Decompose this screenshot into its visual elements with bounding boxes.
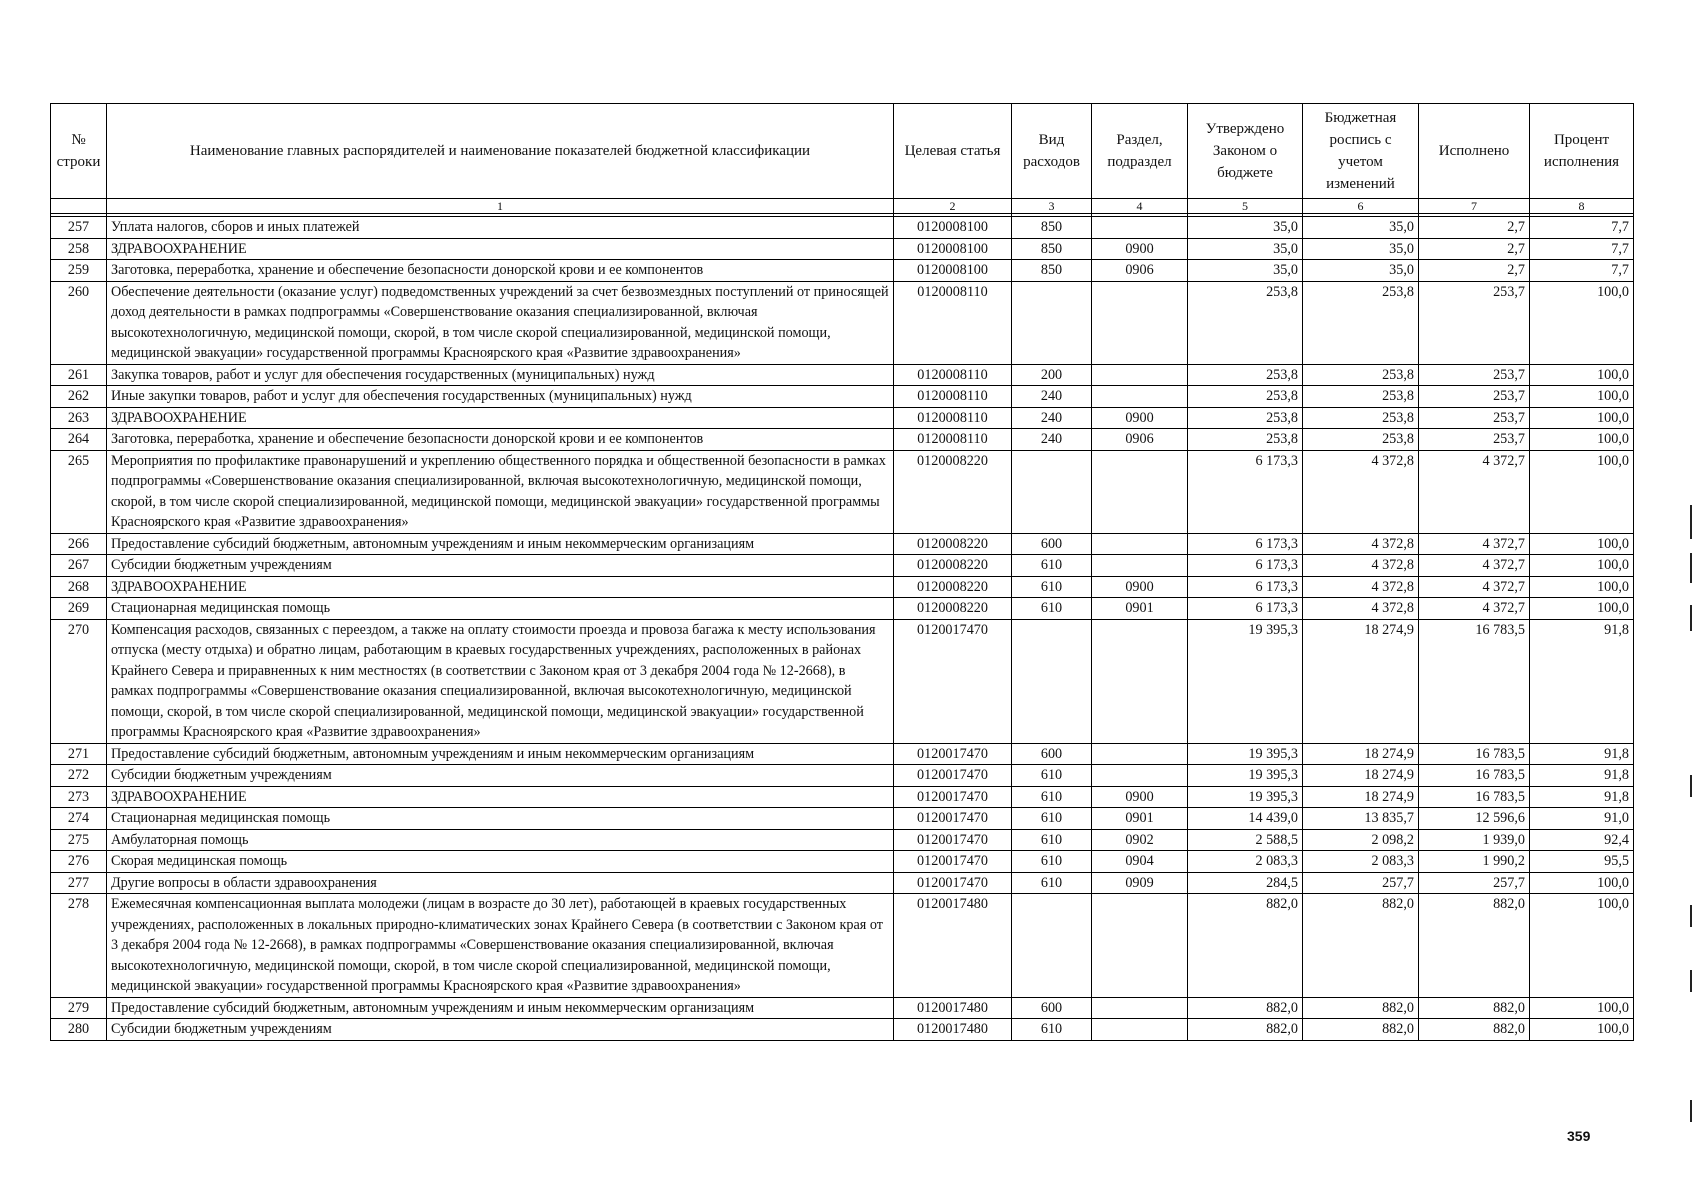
expense-type bbox=[1012, 619, 1092, 743]
table-row bbox=[51, 997, 1634, 1019]
table-row bbox=[51, 281, 1634, 364]
execution-percent: 100,0 bbox=[1530, 894, 1634, 998]
expense-type: 610 bbox=[1012, 786, 1092, 808]
executed-amount: 257,7 bbox=[1419, 872, 1530, 894]
budget-schedule-amount: 18 274,9 bbox=[1303, 743, 1419, 765]
execution-percent: 91,8 bbox=[1530, 786, 1634, 808]
row-number: 257 bbox=[51, 217, 107, 239]
expense-type bbox=[1012, 450, 1092, 533]
section-code: 0900 bbox=[1092, 238, 1188, 260]
executed-amount: 253,7 bbox=[1419, 364, 1530, 386]
section-code: 0909 bbox=[1092, 872, 1188, 894]
header-expense-type: Вид расходов bbox=[1012, 104, 1092, 199]
row-name: ЗДРАВООХРАНЕНИЕ bbox=[107, 407, 894, 429]
section-code bbox=[1092, 894, 1188, 998]
target-article: 0120017470 bbox=[894, 765, 1012, 787]
target-article: 0120008100 bbox=[894, 260, 1012, 282]
executed-amount: 253,7 bbox=[1419, 281, 1530, 364]
target-article: 0120008110 bbox=[894, 429, 1012, 451]
expense-type: 610 bbox=[1012, 555, 1092, 577]
row-number: 265 bbox=[51, 450, 107, 533]
header-section: Раздел, подраздел bbox=[1092, 104, 1188, 199]
execution-percent: 91,8 bbox=[1530, 765, 1634, 787]
row-number: 269 bbox=[51, 598, 107, 620]
row-name: Заготовка, переработка, хранение и обеспечение безопасности донорской крови и ее компонентов bbox=[107, 429, 894, 451]
expense-type: 850 bbox=[1012, 238, 1092, 260]
executed-amount: 16 783,5 bbox=[1419, 786, 1530, 808]
scan-edge-mark bbox=[1690, 775, 1692, 797]
expense-type: 850 bbox=[1012, 217, 1092, 239]
expense-type bbox=[1012, 894, 1092, 998]
table-row bbox=[51, 808, 1634, 830]
budget-schedule-amount: 4 372,8 bbox=[1303, 533, 1419, 555]
row-number: 270 bbox=[51, 619, 107, 743]
target-article: 0120008110 bbox=[894, 364, 1012, 386]
row-name: Обеспечение деятельности (оказание услуг) подведомственных учреждений за счет безвозмездных поступлений от приносящей доход деятельности в рамках подпрограммы «Совершенствование оказания специализированной, включая высокотехнологичную, медицинской помощи, скорой, в том числе скорой специализированной, медицинской помощи, медицинской эвакуации» государственной программы Красноярского края «Развитие здравоохранения» bbox=[107, 281, 894, 364]
row-number: 277 bbox=[51, 872, 107, 894]
expense-type: 200 bbox=[1012, 364, 1092, 386]
column-number: 7 bbox=[1419, 199, 1530, 214]
execution-percent: 100,0 bbox=[1530, 429, 1634, 451]
approved-amount: 882,0 bbox=[1188, 997, 1303, 1019]
header-row-number: № строки bbox=[51, 104, 107, 199]
execution-percent: 7,7 bbox=[1530, 217, 1634, 239]
column-number: 4 bbox=[1092, 199, 1188, 214]
approved-amount: 6 173,3 bbox=[1188, 533, 1303, 555]
budget-schedule-amount: 253,8 bbox=[1303, 364, 1419, 386]
row-name: ЗДРАВООХРАНЕНИЕ bbox=[107, 786, 894, 808]
row-number: 263 bbox=[51, 407, 107, 429]
execution-percent: 95,5 bbox=[1530, 851, 1634, 873]
section-code: 0900 bbox=[1092, 576, 1188, 598]
execution-percent: 92,4 bbox=[1530, 829, 1634, 851]
executed-amount: 2,7 bbox=[1419, 260, 1530, 282]
header-approved: Утверждено Законом о бюджете bbox=[1188, 104, 1303, 199]
budget-schedule-amount: 882,0 bbox=[1303, 894, 1419, 998]
executed-amount: 253,7 bbox=[1419, 407, 1530, 429]
target-article: 0120008220 bbox=[894, 450, 1012, 533]
table-row bbox=[51, 743, 1634, 765]
executed-amount: 2,7 bbox=[1419, 217, 1530, 239]
approved-amount: 19 395,3 bbox=[1188, 743, 1303, 765]
budget-schedule-amount: 253,8 bbox=[1303, 281, 1419, 364]
row-number: 278 bbox=[51, 894, 107, 998]
section-code bbox=[1092, 765, 1188, 787]
section-code bbox=[1092, 217, 1188, 239]
table-header-row bbox=[51, 104, 1634, 199]
budget-schedule-amount: 253,8 bbox=[1303, 429, 1419, 451]
expense-type: 610 bbox=[1012, 765, 1092, 787]
budget-schedule-amount: 35,0 bbox=[1303, 238, 1419, 260]
target-article: 0120008220 bbox=[894, 555, 1012, 577]
row-name: Компенсация расходов, связанных с переездом, а также на оплату стоимости проезда и провоза багажа к месту использования отпуска (месту отдыха) и обратно лицам, работающим в краевых государственных учреждениях, расположенных в районах Крайнего Севера и приравненных к ним местностях (в соответствии с Законом края от 3 декабря 2004 года № 12-2668), в рамках подпрограммы «Совершенствование оказания специализированной, включая высокотехнологичную, медицинской помощи, скорой, в том числе скорой специализированной, медицинской помощи, медицинской эвакуации» государственной программы Красноярского края «Развитие здравоохранения» bbox=[107, 619, 894, 743]
section-code bbox=[1092, 450, 1188, 533]
execution-percent: 100,0 bbox=[1530, 598, 1634, 620]
execution-percent: 100,0 bbox=[1530, 386, 1634, 408]
table-row bbox=[51, 407, 1634, 429]
execution-percent: 91,0 bbox=[1530, 808, 1634, 830]
execution-percent: 7,7 bbox=[1530, 238, 1634, 260]
expense-type bbox=[1012, 281, 1092, 364]
execution-percent: 91,8 bbox=[1530, 743, 1634, 765]
executed-amount: 16 783,5 bbox=[1419, 765, 1530, 787]
section-code: 0901 bbox=[1092, 808, 1188, 830]
target-article: 0120017470 bbox=[894, 829, 1012, 851]
header-executed: Исполнено bbox=[1419, 104, 1530, 199]
row-name: ЗДРАВООХРАНЕНИЕ bbox=[107, 238, 894, 260]
budget-schedule-amount: 18 274,9 bbox=[1303, 619, 1419, 743]
row-number: 260 bbox=[51, 281, 107, 364]
approved-amount: 253,8 bbox=[1188, 386, 1303, 408]
executed-amount: 1 939,0 bbox=[1419, 829, 1530, 851]
executed-amount: 16 783,5 bbox=[1419, 743, 1530, 765]
scan-edge-mark bbox=[1690, 505, 1692, 539]
approved-amount: 6 173,3 bbox=[1188, 576, 1303, 598]
row-number: 266 bbox=[51, 533, 107, 555]
column-number: 8 bbox=[1530, 199, 1634, 214]
approved-amount: 253,8 bbox=[1188, 364, 1303, 386]
table-body bbox=[51, 214, 1634, 1041]
row-name: Субсидии бюджетным учреждениям bbox=[107, 555, 894, 577]
row-name: Заготовка, переработка, хранение и обеспечение безопасности донорской крови и ее компонентов bbox=[107, 260, 894, 282]
expense-type: 610 bbox=[1012, 598, 1092, 620]
row-number: 271 bbox=[51, 743, 107, 765]
executed-amount: 4 372,7 bbox=[1419, 533, 1530, 555]
approved-amount: 14 439,0 bbox=[1188, 808, 1303, 830]
approved-amount: 35,0 bbox=[1188, 217, 1303, 239]
execution-percent: 7,7 bbox=[1530, 260, 1634, 282]
expense-type: 610 bbox=[1012, 829, 1092, 851]
table-row bbox=[51, 786, 1634, 808]
executed-amount: 882,0 bbox=[1419, 894, 1530, 998]
scan-edge-mark bbox=[1690, 970, 1692, 992]
execution-percent: 100,0 bbox=[1530, 533, 1634, 555]
header-percent: Процент исполнения bbox=[1530, 104, 1634, 199]
budget-schedule-amount: 4 372,8 bbox=[1303, 576, 1419, 598]
target-article: 0120017470 bbox=[894, 619, 1012, 743]
budget-schedule-amount: 18 274,9 bbox=[1303, 786, 1419, 808]
row-name: Субсидии бюджетным учреждениям bbox=[107, 1019, 894, 1041]
approved-amount: 253,8 bbox=[1188, 281, 1303, 364]
section-code: 0900 bbox=[1092, 407, 1188, 429]
executed-amount: 2,7 bbox=[1419, 238, 1530, 260]
target-article: 0120008110 bbox=[894, 281, 1012, 364]
section-code: 0900 bbox=[1092, 786, 1188, 808]
section-code: 0902 bbox=[1092, 829, 1188, 851]
section-code bbox=[1092, 281, 1188, 364]
executed-amount: 12 596,6 bbox=[1419, 808, 1530, 830]
budget-schedule-amount: 882,0 bbox=[1303, 1019, 1419, 1041]
row-name: Предоставление субсидий бюджетным, автономным учреждениям и иным некоммерческим организациям bbox=[107, 997, 894, 1019]
table-row bbox=[51, 533, 1634, 555]
target-article: 0120017480 bbox=[894, 1019, 1012, 1041]
section-code bbox=[1092, 386, 1188, 408]
target-article: 0120008110 bbox=[894, 407, 1012, 429]
execution-percent: 100,0 bbox=[1530, 450, 1634, 533]
scan-edge-mark bbox=[1690, 605, 1692, 631]
table-row bbox=[51, 576, 1634, 598]
executed-amount: 882,0 bbox=[1419, 1019, 1530, 1041]
column-number: 3 bbox=[1012, 199, 1092, 214]
approved-amount: 19 395,3 bbox=[1188, 765, 1303, 787]
page-number: 359 bbox=[1567, 1128, 1591, 1144]
row-number: 273 bbox=[51, 786, 107, 808]
scan-edge-mark bbox=[1690, 553, 1692, 583]
row-number: 274 bbox=[51, 808, 107, 830]
target-article: 0120017470 bbox=[894, 743, 1012, 765]
target-article: 0120008100 bbox=[894, 217, 1012, 239]
table-row bbox=[51, 450, 1634, 533]
approved-amount: 2 588,5 bbox=[1188, 829, 1303, 851]
row-number: 276 bbox=[51, 851, 107, 873]
row-name: Другие вопросы в области здравоохранения bbox=[107, 872, 894, 894]
approved-amount: 253,8 bbox=[1188, 429, 1303, 451]
table-row bbox=[51, 872, 1634, 894]
row-number: 268 bbox=[51, 576, 107, 598]
row-number: 262 bbox=[51, 386, 107, 408]
row-name: Стационарная медицинская помощь bbox=[107, 598, 894, 620]
row-name: Предоставление субсидий бюджетным, автономным учреждениям и иным некоммерческим организациям bbox=[107, 533, 894, 555]
section-code: 0904 bbox=[1092, 851, 1188, 873]
execution-percent: 91,8 bbox=[1530, 619, 1634, 743]
section-code bbox=[1092, 1019, 1188, 1041]
row-name: Мероприятия по профилактике правонарушений и укреплению общественного порядка и общественной безопасности в рамках подпрограммы «Совершенствование оказания специализированной, включая высокотехнологичную, медицинской помощи, скорой, в том числе скорой специализированной, медицинской помощи, медицинской эвакуации» государственной программы Красноярского края «Развитие здравоохранения» bbox=[107, 450, 894, 533]
header-target-article: Целевая статья bbox=[894, 104, 1012, 199]
target-article: 0120008220 bbox=[894, 598, 1012, 620]
execution-percent: 100,0 bbox=[1530, 872, 1634, 894]
execution-percent: 100,0 bbox=[1530, 1019, 1634, 1041]
approved-amount: 19 395,3 bbox=[1188, 619, 1303, 743]
row-name: Предоставление субсидий бюджетным, автономным учреждениям и иным некоммерческим организациям bbox=[107, 743, 894, 765]
approved-amount: 6 173,3 bbox=[1188, 450, 1303, 533]
expense-type: 600 bbox=[1012, 997, 1092, 1019]
executed-amount: 16 783,5 bbox=[1419, 619, 1530, 743]
execution-percent: 100,0 bbox=[1530, 407, 1634, 429]
execution-percent: 100,0 bbox=[1530, 281, 1634, 364]
target-article: 0120017470 bbox=[894, 808, 1012, 830]
target-article: 0120008220 bbox=[894, 533, 1012, 555]
table-row bbox=[51, 260, 1634, 282]
row-name: Иные закупки товаров, работ и услуг для обеспечения государственных (муниципальных) нужд bbox=[107, 386, 894, 408]
budget-schedule-amount: 882,0 bbox=[1303, 997, 1419, 1019]
expense-type: 610 bbox=[1012, 808, 1092, 830]
table-row bbox=[51, 386, 1634, 408]
table-row bbox=[51, 829, 1634, 851]
table-row bbox=[51, 894, 1634, 998]
row-number: 279 bbox=[51, 997, 107, 1019]
budget-schedule-amount: 2 098,2 bbox=[1303, 829, 1419, 851]
section-code bbox=[1092, 364, 1188, 386]
target-article: 0120017470 bbox=[894, 851, 1012, 873]
approved-amount: 19 395,3 bbox=[1188, 786, 1303, 808]
execution-percent: 100,0 bbox=[1530, 576, 1634, 598]
executed-amount: 1 990,2 bbox=[1419, 851, 1530, 873]
execution-percent: 100,0 bbox=[1530, 555, 1634, 577]
expense-type: 240 bbox=[1012, 407, 1092, 429]
approved-amount: 882,0 bbox=[1188, 1019, 1303, 1041]
section-code bbox=[1092, 555, 1188, 577]
executed-amount: 4 372,7 bbox=[1419, 576, 1530, 598]
executed-amount: 4 372,7 bbox=[1419, 450, 1530, 533]
row-number: 258 bbox=[51, 238, 107, 260]
execution-percent: 100,0 bbox=[1530, 364, 1634, 386]
row-number: 280 bbox=[51, 1019, 107, 1041]
section-code: 0906 bbox=[1092, 260, 1188, 282]
section-code bbox=[1092, 619, 1188, 743]
budget-schedule-amount: 13 835,7 bbox=[1303, 808, 1419, 830]
budget-schedule-amount: 35,0 bbox=[1303, 217, 1419, 239]
header-budget-schedule: Бюджетная роспись с учетом изменений bbox=[1303, 104, 1419, 199]
expense-type: 600 bbox=[1012, 743, 1092, 765]
table-row bbox=[51, 851, 1634, 873]
target-article: 0120008110 bbox=[894, 386, 1012, 408]
approved-amount: 284,5 bbox=[1188, 872, 1303, 894]
row-name: Закупка товаров, работ и услуг для обеспечения государственных (муниципальных) нужд bbox=[107, 364, 894, 386]
column-number: 1 bbox=[107, 199, 894, 214]
column-number-blank bbox=[51, 199, 107, 214]
table-row bbox=[51, 598, 1634, 620]
target-article: 0120017480 bbox=[894, 997, 1012, 1019]
expense-type: 610 bbox=[1012, 1019, 1092, 1041]
expense-type: 610 bbox=[1012, 576, 1092, 598]
approved-amount: 253,8 bbox=[1188, 407, 1303, 429]
table-row bbox=[51, 619, 1634, 743]
approved-amount: 35,0 bbox=[1188, 238, 1303, 260]
row-number: 267 bbox=[51, 555, 107, 577]
section-code bbox=[1092, 743, 1188, 765]
column-number: 5 bbox=[1188, 199, 1303, 214]
approved-amount: 35,0 bbox=[1188, 260, 1303, 282]
executed-amount: 882,0 bbox=[1419, 997, 1530, 1019]
budget-schedule-amount: 18 274,9 bbox=[1303, 765, 1419, 787]
target-article: 0120017480 bbox=[894, 894, 1012, 998]
section-code bbox=[1092, 997, 1188, 1019]
approved-amount: 6 173,3 bbox=[1188, 555, 1303, 577]
row-number: 272 bbox=[51, 765, 107, 787]
table-row bbox=[51, 429, 1634, 451]
table-row bbox=[51, 1019, 1634, 1041]
table-row bbox=[51, 765, 1634, 787]
table-row bbox=[51, 238, 1634, 260]
table-row bbox=[51, 217, 1634, 239]
target-article: 0120008220 bbox=[894, 576, 1012, 598]
budget-schedule-amount: 2 083,3 bbox=[1303, 851, 1419, 873]
expense-type: 610 bbox=[1012, 872, 1092, 894]
row-name: Амбулаторная помощь bbox=[107, 829, 894, 851]
target-article: 0120017470 bbox=[894, 872, 1012, 894]
row-number: 275 bbox=[51, 829, 107, 851]
budget-schedule-amount: 257,7 bbox=[1303, 872, 1419, 894]
section-code: 0906 bbox=[1092, 429, 1188, 451]
scan-edge-mark bbox=[1690, 1100, 1692, 1122]
expense-type: 850 bbox=[1012, 260, 1092, 282]
column-number-row bbox=[51, 199, 1634, 214]
target-article: 0120017470 bbox=[894, 786, 1012, 808]
budget-schedule-amount: 253,8 bbox=[1303, 407, 1419, 429]
approved-amount: 882,0 bbox=[1188, 894, 1303, 998]
row-name: Стационарная медицинская помощь bbox=[107, 808, 894, 830]
approved-amount: 2 083,3 bbox=[1188, 851, 1303, 873]
expense-type: 610 bbox=[1012, 851, 1092, 873]
table-row bbox=[51, 364, 1634, 386]
scan-edge-mark bbox=[1690, 905, 1692, 927]
budget-schedule-amount: 4 372,8 bbox=[1303, 598, 1419, 620]
executed-amount: 253,7 bbox=[1419, 429, 1530, 451]
row-name: Уплата налогов, сборов и иных платежей bbox=[107, 217, 894, 239]
expense-type: 240 bbox=[1012, 429, 1092, 451]
target-article: 0120008100 bbox=[894, 238, 1012, 260]
budget-schedule-amount: 35,0 bbox=[1303, 260, 1419, 282]
execution-percent: 100,0 bbox=[1530, 997, 1634, 1019]
row-number: 259 bbox=[51, 260, 107, 282]
row-name: Скорая медицинская помощь bbox=[107, 851, 894, 873]
row-number: 261 bbox=[51, 364, 107, 386]
column-number: 2 bbox=[894, 199, 1012, 214]
expense-type: 600 bbox=[1012, 533, 1092, 555]
executed-amount: 253,7 bbox=[1419, 386, 1530, 408]
budget-schedule-amount: 4 372,8 bbox=[1303, 555, 1419, 577]
row-name: Субсидии бюджетным учреждениям bbox=[107, 765, 894, 787]
row-number: 264 bbox=[51, 429, 107, 451]
budget-schedule-amount: 4 372,8 bbox=[1303, 450, 1419, 533]
row-name: Ежемесячная компенсационная выплата молодежи (лицам в возрасте до 30 лет), работающей в краевых государственных учреждениях, расположенных в локальных природно-климатических зонах Крайнего Севера (в соответствии с Законом края от 3 декабря 2004 года № 12-2668), в рамках подпрограммы «Совершенствование оказания специализированной, включая высокотехнологичную, медицинской помощи, скорой, в том числе скорой специализированной, медицинской помощи, медицинской эвакуации» государственной программы Красноярского края «Развитие здравоохранения» bbox=[107, 894, 894, 998]
executed-amount: 4 372,7 bbox=[1419, 555, 1530, 577]
budget-execution-table bbox=[50, 103, 1634, 1041]
approved-amount: 6 173,3 bbox=[1188, 598, 1303, 620]
section-code bbox=[1092, 533, 1188, 555]
column-number: 6 bbox=[1303, 199, 1419, 214]
header-name: Наименование главных распорядителей и наименование показателей бюджетной классификации bbox=[107, 104, 894, 199]
table-row bbox=[51, 555, 1634, 577]
executed-amount: 4 372,7 bbox=[1419, 598, 1530, 620]
expense-type: 240 bbox=[1012, 386, 1092, 408]
row-name: ЗДРАВООХРАНЕНИЕ bbox=[107, 576, 894, 598]
budget-schedule-amount: 253,8 bbox=[1303, 386, 1419, 408]
section-code: 0901 bbox=[1092, 598, 1188, 620]
budget-table-sheet bbox=[50, 103, 1633, 1041]
